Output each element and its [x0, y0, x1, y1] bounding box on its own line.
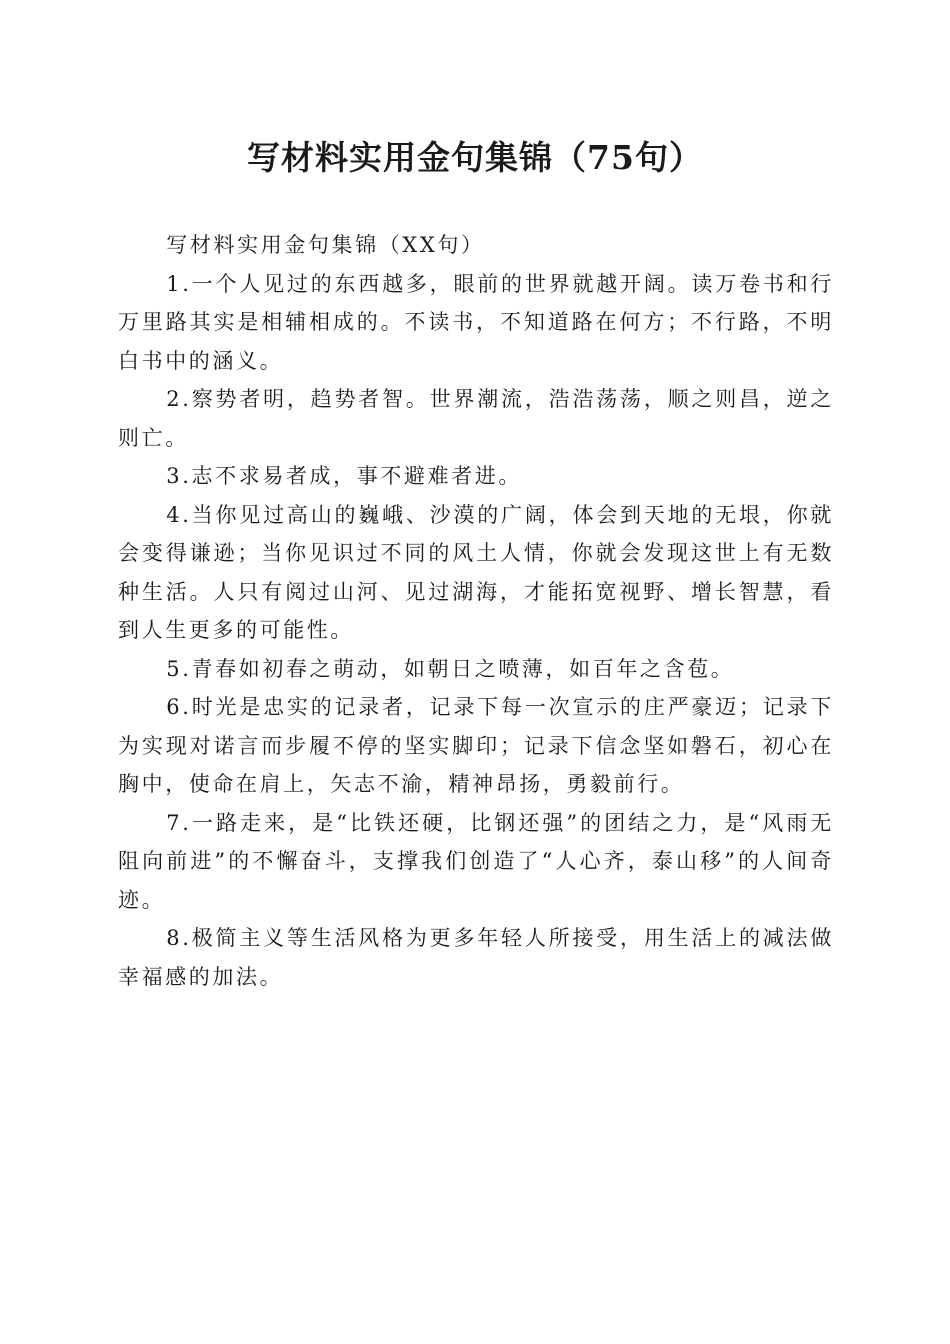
- paragraph-quote-3: 3.志不求易者成，事不避难者进。: [166, 464, 522, 488]
- document-body: [118, 226, 834, 996]
- paragraph-quote-4: 4.当你见过高山的巍峨、沙漠的广阔，体会到天地的无垠，你就会变得谦逊；当你见识过不同的风土人情，你就会发现这世上有无数种生活。人只有阅过山河、见过湖海，才能拓宽视野、增长智慧，看到人生更多的可能性。: [118, 502, 834, 642]
- paragraph-quote-5: 5.青春如初春之萌动，如朝日之喷薄，如百年之含苞。: [166, 656, 735, 681]
- paragraph-quote-2: 2.察势者明，趋势者智。世界潮流，浩浩荡荡，顺之则昌，逆之则亡。: [118, 387, 834, 450]
- paragraph-quote-8: 8.极简主义等生活风格为更多年轻人所接受，用生活上的减法做幸福感的加法。: [118, 926, 834, 989]
- paragraph-subtitle: 写材料实用金句集锦（XX句）: [166, 233, 485, 257]
- paragraph-quote-7: 7.一路走来，是“比铁还硬，比钢还强”的团结之力，是“风雨无阻向前进”的不懈奋斗，支撑我们创造了“人心齐，泰山移”的人间奇迹。: [118, 810, 834, 912]
- paragraph-quote-1: 1.一个人见过的东西越多，眼前的世界就越开阔。读万卷书和行万里路其实是相辅相成的。不读书，不知道路在何方；不行路，不明白书中的涵义。: [118, 271, 834, 373]
- paragraph-quote-6: 6.时光是忠实的记录者，记录下每一次宣示的庄严豪迈；记录下为实现对诺言而步履不停的坚实脚印；记录下信念坚如磐石，初心在胸中，使命在肩上，矢志不渝，精神昂扬，勇毅前行。: [118, 695, 834, 796]
- document-title: 写材料实用金句集锦（75句）: [247, 138, 703, 177]
